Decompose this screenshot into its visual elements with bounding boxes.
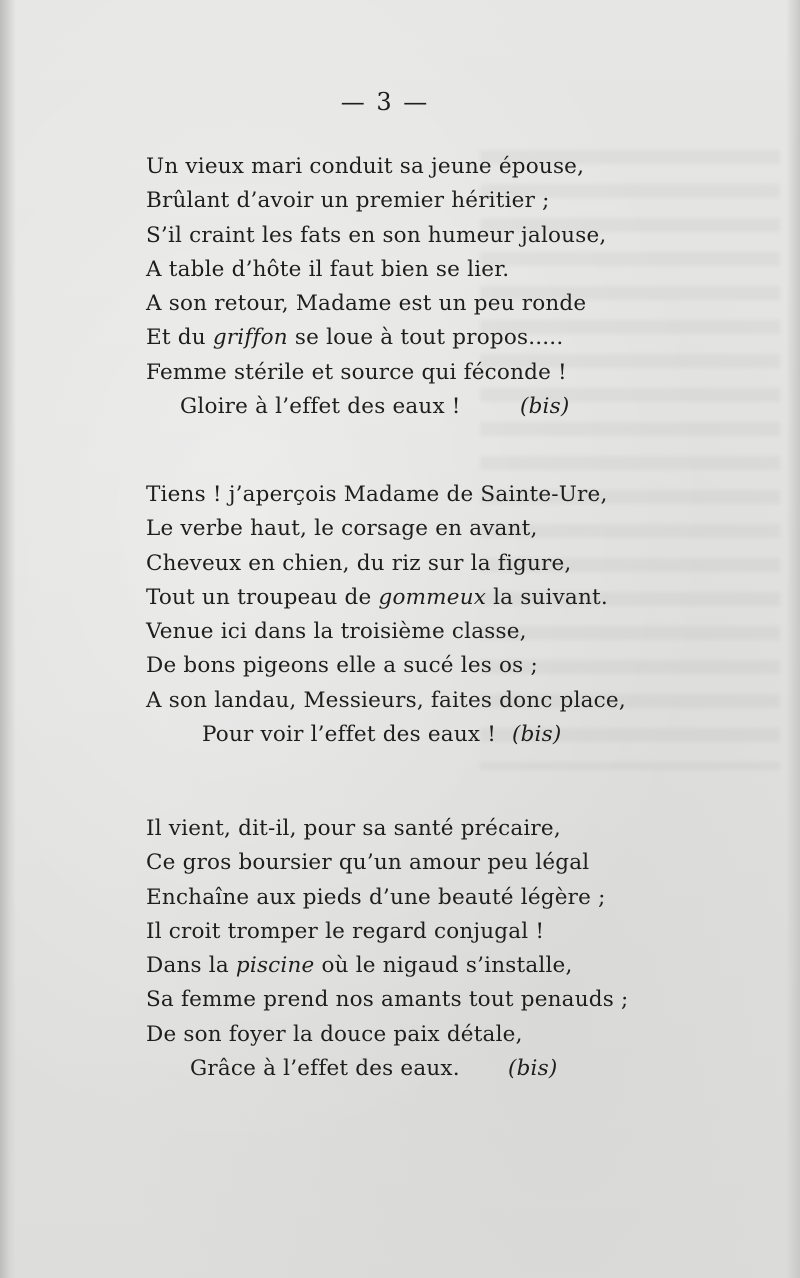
bis-mark: (bis)	[520, 394, 570, 420]
refrain-line	[146, 1052, 586, 1086]
verse-line: Brûlant d’avoir un premier héritier ;	[146, 188, 550, 214]
bis-mark: (bis)	[508, 1056, 558, 1082]
verse-line: A table d’hôte il faut bien se lier.	[146, 256, 510, 282]
stanza-2	[146, 478, 626, 752]
verse-line: Venue ici dans la troisième classe,	[146, 619, 527, 645]
verse-line: Enchaîne aux pieds d’une beauté légère ;	[146, 884, 606, 910]
verse-line: S’il craint les fats en son humeur jalouse,	[146, 222, 607, 248]
refrain-text: Gloire à l’effet des eaux !	[180, 394, 461, 420]
verse-line	[146, 321, 586, 355]
page-number: — 3 —	[340, 88, 430, 116]
stanza-1	[146, 150, 607, 424]
italic-word: piscine	[235, 953, 315, 979]
verse-text: la suivant.	[486, 584, 608, 610]
verse-line: Sa femme prend nos amants tout penauds ;	[146, 987, 629, 1013]
verse-line: Ce gros boursier qu’un amour peu légal	[146, 850, 590, 876]
verse-line	[146, 949, 586, 983]
verse-text: où le nigaud s’installe,	[314, 953, 573, 979]
verse-line: Le verbe haut, le corsage en avant,	[146, 516, 538, 542]
verse-line: Il croit tromper le regard conjugal !	[146, 918, 545, 944]
refrain-line	[146, 718, 586, 752]
verse-text: se loue à tout propos.....	[287, 325, 564, 351]
verse-line: De bons pigeons elle a sucé les os ;	[146, 653, 538, 679]
verse-line: Femme stérile et source qui féconde !	[146, 359, 567, 385]
refrain-line	[146, 390, 586, 424]
italic-word: gommeux	[378, 584, 487, 610]
verse-line: De son foyer la douce paix détale,	[146, 1021, 523, 1047]
verse-line: A son landau, Messieurs, faites donc place,	[146, 687, 626, 713]
verse-line: Il vient, dit-il, pour sa santé précaire,	[146, 816, 561, 841]
verse-line: Un vieux mari conduit sa jeune épouse,	[146, 154, 585, 179]
verse-line: A son retour, Madame est un peu ronde	[146, 291, 587, 317]
page-right-edge	[786, 0, 800, 1278]
bis-mark: (bis)	[512, 722, 562, 748]
verse-line: Tiens ! j’aperçois Madame de Sainte-Ure,	[146, 482, 608, 507]
refrain-text: Grâce à l’effet des eaux.	[190, 1056, 460, 1082]
italic-word: griffon	[212, 325, 288, 351]
verse-text: Et du	[146, 325, 213, 351]
stanza-3	[146, 812, 629, 1086]
verse-line	[146, 581, 608, 615]
verse-text: Tout un troupeau de	[146, 584, 379, 610]
verse-text: Dans la	[146, 953, 236, 979]
verse-line: Cheveux en chien, du riz sur la figure,	[146, 550, 572, 576]
refrain-text: Pour voir l’effet des eaux !	[202, 722, 497, 748]
page-left-edge	[0, 0, 16, 1278]
